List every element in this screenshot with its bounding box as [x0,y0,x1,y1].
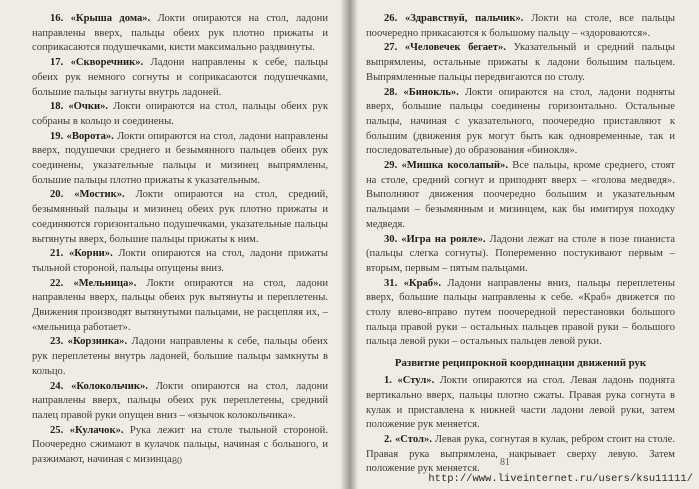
exercise-title: 27. «Человечек бегает». [384,42,506,54]
exercise-title: 29. «Мишка косолапый». [384,160,508,172]
exercise-text: Ладони направлены вниз, пальцы переплетены вверх, большие пальцы направлены к себе. «Краб» движется по столу влево-вправо путем поочередной перестановки большого пальца правой руки – остальных пальцев правой руки – большого пальца левой руки – остальных пальцев левой руки. [366,277,675,348]
watermark-url: http://www.liveinternet.ru/users/ksu11111/ [428,473,693,485]
exercise-title: 21. «Корни». [50,248,113,260]
left-page [0,0,348,489]
exercise-text: Локти опираются на стол, ладони направлены вверх, пальцы обеих рук переплетены, средний палец правой руки опущен вниз – «язычок колокольчика». [32,380,328,421]
exercise-paragraph [32,100,328,129]
exercise-paragraph [32,56,328,100]
exercise-title: 22. «Мельница». [50,277,137,289]
exercise-paragraph [32,335,328,379]
exercise-text: Локти на столе, все пальцы поочередно прикасаются к большому пальцу – «здороваются». [366,13,675,39]
exercise-title: 24. «Колокольчик». [50,380,148,392]
exercise-text: Все пальцы, кроме среднего, стоят на столе, средний согнут и приподнят вверх – «голова медведя». Выполняют движения поочередно большим и указательным пальцами – безымянным и мизинцем, как бы имитируя походку медведя. [366,160,675,230]
exercise-title: 1. «Стул». [384,375,435,387]
exercise-title: 28. «Бинокль». [384,86,459,98]
exercise-title: 16. «Крыша дома». [50,13,151,24]
exercise-paragraph [366,12,675,41]
left-page-body [32,12,328,468]
exercise-text: Локти опираются на стол, пальцы обеих рук собраны в кольцо и соединены. [32,101,328,127]
exercise-paragraph [32,277,328,336]
exercise-paragraph [366,277,675,351]
right-page-body [366,12,675,477]
exercise-text: Ладони лежат на столе в позе пианиста (пальцы слегка согнуты). Попеременно постукивают первым – вторым, первым – пятым пальцами. [366,233,675,274]
exercise-paragraph [366,433,675,477]
exercise-text: Локти опираются на стол. Левая ладонь поднята вертикально вверх, пальцы плотно сжаты. Правая рука согнута в кулак и приставлена к нижней части ладони левой руки, затем положение рук меняется. [366,375,676,431]
exercise-text: Локти опираются на стол, ладони подняты вверх, большие пальцы соединены горизонтально. Остальные пальцы, начиная с указательного, поочередно приставляют к большим (движения рук могут быть как одновременные, так и последовательные) до образования «бинокля». [366,86,675,157]
page-number: 81 [500,457,510,468]
exercise-text: Локти опираются на стол, ладони направлены вверх, пальцы обеих рук плотно прижаты и соприкасаются подушечками, кисти максимально раздвинуты. [32,13,328,54]
exercise-text: Локти опираются на стол, средний, безымянный пальцы и мизинец обеих рук плотно прижаты и соединяются горизонтально подушечками, указательные пальцы вытянуты вверх, большие пальцы прижаты к ним. [32,189,329,245]
exercise-title: 25. «Кулачок». [50,424,124,436]
exercise-paragraph [32,130,328,189]
exercise-text: Левая рука, согнутая в кулак, ребром стоит на столе. Правая рука выпрямлена, накрывает сверху левую. Затем положение рук меняется. [366,433,676,475]
exercise-paragraph [32,247,328,276]
exercise-paragraph [366,233,675,277]
exercise-paragraph [366,41,675,85]
exercise-title: 20. «Мостик». [50,189,125,201]
exercise-title: 31. «Краб». [384,277,442,289]
exercise-title: 17. «Скворечник». [50,57,144,69]
exercise-text: Локти опираются на стол, ладони прижаты тыльной стороной, пальцы опущены вниз. [32,248,328,274]
exercise-paragraph [366,86,675,160]
exercise-title: 19. «Ворота». [50,130,114,142]
exercise-text: Ладони направлены к себе, пальцы обеих рук немного согнуты и соприкасаются подушечками, большие пальцы загнуты внутрь ладоней. [32,57,329,98]
exercise-title: 2. «Стол». [384,433,432,445]
exercise-paragraph [32,12,328,56]
exercise-text: Указательный и средний пальцы выпрямлены, остальные прижаты к ладони большим пальцем. Выпрямленные пальцы передвигаются по столу. [366,42,675,83]
exercise-paragraph [366,374,675,433]
exercise-title: 26. «Здравствуй, пальчик». [384,13,524,24]
exercise-paragraph [366,159,675,233]
page-number: 80 [172,456,182,467]
exercise-text: Локти опираются на стол, ладони направлены вверх, пальцы обеих рук вытянуты и переплетены. Движения производят вытянутыми пальцами, не расцепляя их, – «мельница работает». [32,277,328,333]
exercise-text: Рука лежит на столе тыльной стороной. Поочередно сжимают в кулачок пальцы, начиная с большого, и разжимают, начиная с мизинца. [32,424,328,466]
exercise-title: 23. «Корзинка». [50,336,128,348]
section-heading: Развитие реципрокной координации движений рук [394,357,647,370]
exercise-title: 30. «Игра на рояле». [384,233,486,245]
exercise-text: Ладони направлены к себе, пальцы обеих рук переплетены внутрь ладоней, большие пальцы замкнуты в кольцо. [32,336,328,377]
exercise-title: 18. «Очки». [50,101,109,113]
exercise-paragraph [32,380,328,424]
exercise-text: Локти опираются на стол, ладони направлены вверх, подушечки среднего и безымянного пальцев обеих рук соединены, указательные пальцы и мизинец выпрямлены, большие пальцы плотно прижаты к указательным. [32,130,328,186]
right-page [348,0,699,489]
exercise-paragraph [32,188,328,247]
